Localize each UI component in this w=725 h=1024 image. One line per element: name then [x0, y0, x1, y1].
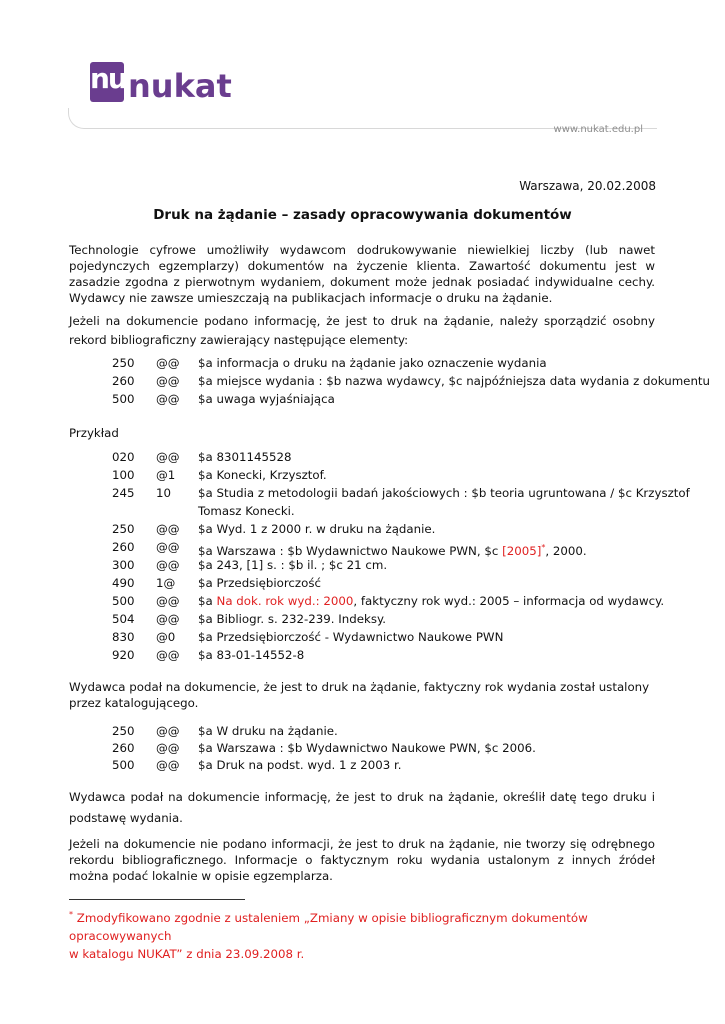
field-indicator: @@ — [156, 356, 180, 370]
field-indicator: @@ — [156, 648, 180, 662]
note-paragraph: Jeżeli na dokumencie nie podano informacji, że jest to druk na żądanie, nie tworzy się odrębnego rekordu bibliograficznego. Informacje o faktycznym roku wydania ustalonym z innych źródeł można podać lokalnie w opisie egzemplarza. — [69, 837, 655, 883]
field-tag: 250 — [112, 356, 135, 370]
field-value: $a Druk na podst. wyd. 1 z 2003 r. — [198, 758, 402, 772]
field-tag: 920 — [112, 648, 135, 662]
field-value: $a Bibliogr. s. 232-239. Indeksy. — [198, 612, 387, 626]
field-value — [198, 593, 664, 610]
footnote-text: Zmodyfikowano zgodnie z ustaleniem „Zmiany w opisie bibliograficznym dokumentów opracowywanych — [69, 910, 588, 943]
field-value: $a uwaga wyjaśniająca — [198, 392, 335, 406]
footnote-line: w katalogu NUKAT” z dnia 23.09.2008 r. — [69, 946, 305, 961]
field-indicator: @0 — [156, 630, 176, 644]
field-tag: 500 — [112, 392, 135, 406]
field-value: $a Konecki, Krzysztof. — [198, 468, 327, 482]
field-value-part: , faktyczny rok wyd.: 2005 – informacja od wydawcy. — [353, 594, 665, 608]
field-value-continuation: Tomasz Konecki. — [198, 504, 295, 518]
note-paragraph: Wydawca podał na dokumencie informację, że jest to druk na żądanie, określił datę tego druku i podstawę wydania. — [69, 790, 655, 825]
field-indicator: @@ — [156, 612, 180, 626]
field-tag: 830 — [112, 630, 135, 644]
footnote-line — [69, 906, 669, 945]
field-tag: 260 — [112, 741, 135, 755]
field-value: $a W druku na żądanie. — [198, 724, 338, 738]
field-tag: 260 — [112, 540, 135, 554]
intro-paragraph: Technologie cyfrowe umożliwiły wydawcom dodrukowywanie niewielkiej liczby (lub nawet pojedynczych egzemplarzy) dokumentów na życzenie klienta. Zawartość dokumentu jest w zasadzie zgodna z pierwotnym wydaniem, dokument może jednak posiadać indywidualne cechy. Wydawcy nie zawsze umieszczają na publikacjach informacje o druku na żądanie. — [69, 243, 655, 305]
field-indicator: 1@ — [156, 576, 176, 590]
field-indicator: @@ — [156, 522, 180, 536]
field-value-part: $a — [198, 594, 217, 608]
field-value: $a 243, [1] s. : $b il. ; $c 21 cm. — [198, 558, 388, 572]
field-indicator: @@ — [156, 758, 180, 772]
highlighted-note: Na dok. rok wyd.: 2000 — [216, 594, 354, 608]
field-tag: 250 — [112, 724, 135, 738]
field-indicator: @@ — [156, 540, 180, 554]
footnote-mark: * — [69, 910, 73, 919]
highlighted-date: [2005] — [502, 543, 542, 558]
field-tag: 250 — [112, 522, 135, 536]
footnote — [69, 906, 669, 963]
field-indicator: @@ — [156, 392, 180, 406]
field-value: $a Przedsiębiorczość — [198, 576, 321, 590]
field-indicator: @@ — [156, 450, 180, 464]
logo-mark: nu — [90, 62, 124, 102]
field-tag: 504 — [112, 612, 135, 626]
field-tag: 500 — [112, 594, 135, 608]
footnote-divider — [69, 899, 245, 900]
page-title: Druk na żądanie – zasady opracowywania dokumentów — [153, 207, 572, 223]
field-value: $a Studia z metodologii badań jakościowych : $b teoria ugruntowana / $c Krzysztof — [198, 486, 690, 500]
document-date: Warszawa, 20.02.2008 — [519, 179, 656, 193]
field-indicator: @1 — [156, 468, 176, 482]
field-value: $a Warszawa : $b Wydawnictwo Naukowe PWN, $c 2006. — [198, 741, 536, 755]
field-tag: 100 — [112, 468, 135, 482]
field-value: $a 83-01-14552-8 — [198, 648, 305, 662]
field-indicator: @@ — [156, 558, 180, 572]
field-value: $a miejsce wydania : $b nazwa wydawcy, $c najpóźniejsza data wydania z dokumentu — [198, 374, 711, 388]
field-value: $a informacja o druku na żądanie jako oznaczenie wydania — [198, 356, 547, 370]
example-label: Przykład — [69, 426, 119, 440]
field-tag: 020 — [112, 450, 135, 464]
field-tag: 245 — [112, 486, 135, 500]
field-indicator: @@ — [156, 594, 180, 608]
field-indicator: @@ — [156, 374, 180, 388]
field-tag: 490 — [112, 576, 135, 590]
field-tag: 300 — [112, 558, 135, 572]
field-value: $a Wyd. 1 z 2000 r. w druku na żądanie. — [198, 522, 436, 536]
field-indicator: 10 — [156, 486, 172, 500]
site-url[interactable]: www.nukat.edu.pl — [553, 124, 643, 135]
field-indicator: @@ — [156, 741, 180, 755]
field-tag: 260 — [112, 374, 135, 388]
field-value: $a Przedsiębiorczość - Wydawnictwo Naukowe PWN — [198, 630, 504, 644]
field-value-part: , 2000. — [545, 543, 587, 558]
field-value-part: $a Warszawa : $b Wydawnictwo Naukowe PWN, $c — [198, 543, 503, 558]
footnote-marker[interactable]: * — [541, 543, 546, 552]
field-tag: 500 — [112, 758, 135, 772]
rule-paragraph: Jeżeli na dokumencie podano informację, że jest to druk na żądanie, należy sporządzić osobny rekord bibliograficzny zawierający następujące elementy: — [69, 314, 655, 347]
note-paragraph: Wydawca podał na dokumencie, że jest to druk na żądanie, faktyczny rok wydania został ustalony przez katalogującego. — [69, 680, 650, 710]
field-indicator: @@ — [156, 724, 180, 738]
logo-name: nukat — [128, 67, 232, 105]
field-value: $a 8301145528 — [198, 450, 292, 464]
